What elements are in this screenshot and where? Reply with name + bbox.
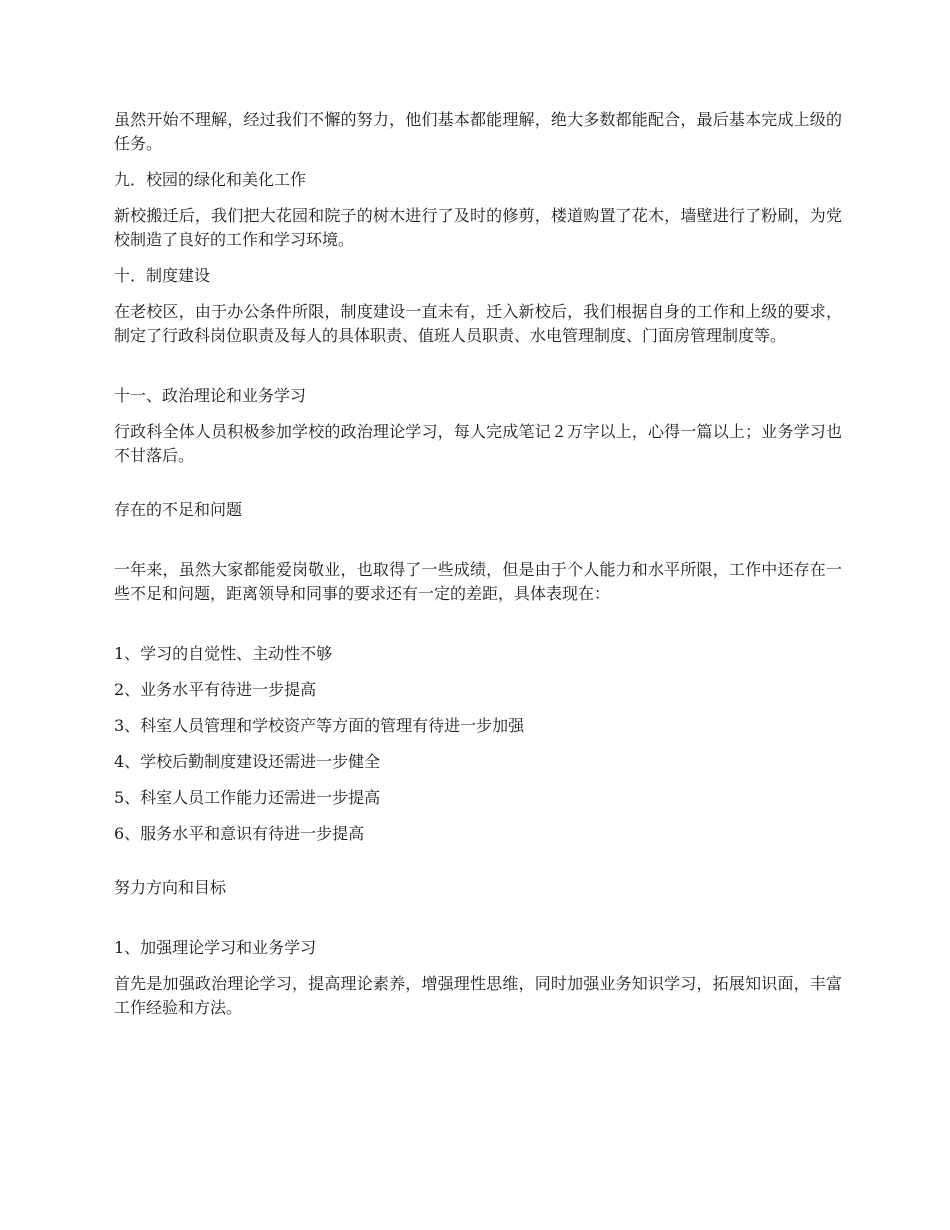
list-item: 2、业务水平有待进一步提高 [114, 680, 317, 699]
goal-text: 首先是加强政治理论学习，提高理论素养，增强理性思维，同时加强业务知识学习，拓展知识面，丰富工作经验和方法。 [114, 974, 842, 1017]
paragraph-study: 行政科全体人员积极参加学校的政治理论学习，每人完成笔记２万字以上，心得一篇以上；业务学习也不甘落后。 [114, 422, 842, 465]
paragraph-continuation: 虽然开始不理解，经过我们不懈的努力，他们基本都能理解，绝大多数都能配合，最后基本完成上级的任务。 [114, 110, 842, 153]
list-item: 3、科室人员管理和学校资产等方面的管理有待进一步加强 [114, 716, 525, 735]
section-heading-10: 十．制度建设 [114, 266, 211, 285]
paragraph-greening: 新校搬迁后，我们把大花园和院子的树木进行了及时的修剪，楼道购置了花木，墙壁进行了粉刷，为党校制造了良好的工作和学习环境。 [114, 206, 842, 249]
list-item: 4、学校后勤制度建设还需进一步健全 [114, 752, 381, 771]
paragraph-problems-intro: 一年来，虽然大家都能爱岗敬业，也取得了一些成绩，但是由于个人能力和水平所限，工作中还存在一些不足和问题，距离领导和同事的要求还有一定的差距，具体表现在： [114, 560, 842, 603]
paragraph-system-building: 在老校区，由于办公条件所限，制度建设一直未有，迁入新校后，我们根据自身的工作和上级的要求，制定了行政科岗位职责及每人的具体职责、值班人员职责、水电管理制度、门面房管理制度等。 [114, 302, 842, 345]
heading-goals: 努力方向和目标 [114, 878, 227, 897]
document-page [114, 108, 842, 1020]
section-heading-9: 九．校园的绿化和美化工作 [114, 170, 307, 189]
list-item: 5、科室人员工作能力还需进一步提高 [114, 788, 381, 807]
list-item: 1、学习的自觉性、主动性不够 [114, 644, 333, 663]
list-item: 6、服务水平和意识有待进一步提高 [114, 824, 365, 843]
section-heading-11: 十一、政治理论和业务学习 [114, 386, 307, 405]
heading-problems: 存在的不足和问题 [114, 500, 243, 519]
goal-title: 1、加强理论学习和业务学习 [114, 938, 317, 957]
